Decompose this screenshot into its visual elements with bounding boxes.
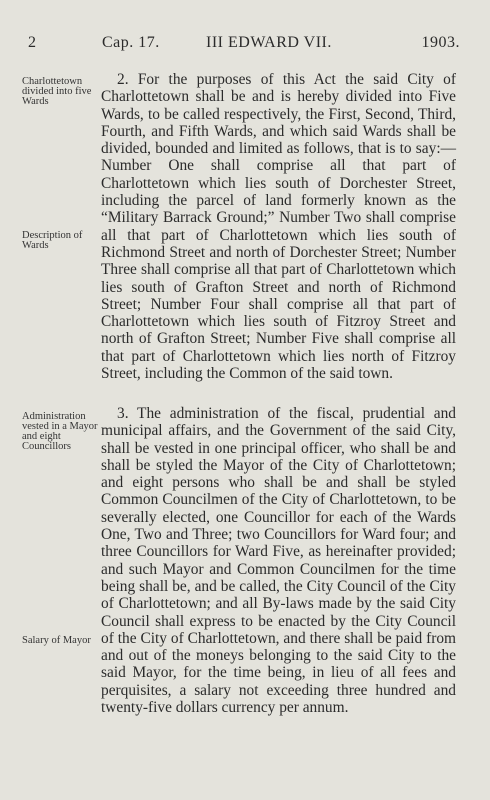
year-label: 1903.	[421, 34, 460, 51]
section-2-paragraph: 2. For the purposes of this Act the said City of Charlottetown shall be and is hereby divided into Five Wards, to be called respectively, the First, Second, Third, Fourth, and Fifth Wards, and which said Wards shall be divided, bounded and limited as follows, that is to say:—Number One shall comprise all that part of Charlottetown which lies south of Dorchester Street, including the parcel of land formerly known as the “Military Barrack Ground;” Number Two shall comprise all that part of Charlottetown which lies south of Richmond Street and north of Dorchester Street; Number Three shall comprise all that part of Charlottetown which lies south of Grafton Street and north of Richmond Street; Number Four shall comprise all that part of Charlottetown which lies south of Fitzroy Street and north of Grafton Street; Number Five shall comprise all that part of Charlottetown which lies north of Fitzroy Street, including the Common of the said town.	[101, 71, 456, 383]
margin-note-mayor-salary: Salary of Mayor	[22, 635, 91, 646]
statute-title: III EDWARD VII.	[206, 34, 332, 51]
section-3-paragraph: 3. The administration of the fiscal, prudential and municipal affairs, and the Government of the said City, shall be vested in one principal officer, who shall be and shall be styled the Mayor of the City of Charlottetown; and eight persons who shall be and shall be styled Common Councilmen of the City of Charlottetown, to be severally elected, one Councillor for each of the Wards One, Two and Three; two Councillors for Ward four; and three Councillors for Ward Five, as hereinafter provided; and such Mayor and Common Councilmen for the time being shall be, and be called, the City Council of the City of Charlottetown; and all By-laws made by the said City Council shall express to be enacted by the City Council of the City of Charlottetown, and there shall be paid from and out of the moneys belonging to the said City to the said Mayor, for the time being, in lieu of all fees and perquisites, a salary not exceeding three hundred and twenty-five dollars currency per annum.	[101, 405, 456, 717]
page-number: 2	[28, 34, 37, 51]
page-header	[28, 34, 460, 56]
margin-note-ward-description: Description of Wards	[22, 230, 83, 251]
margin-note-wards-division: Charlottetown divided into five Wards	[22, 76, 92, 107]
chapter-label: Cap. 17.	[102, 34, 160, 51]
margin-note-administration: Administration vested in a Mayor and eight Councillors	[22, 411, 98, 452]
